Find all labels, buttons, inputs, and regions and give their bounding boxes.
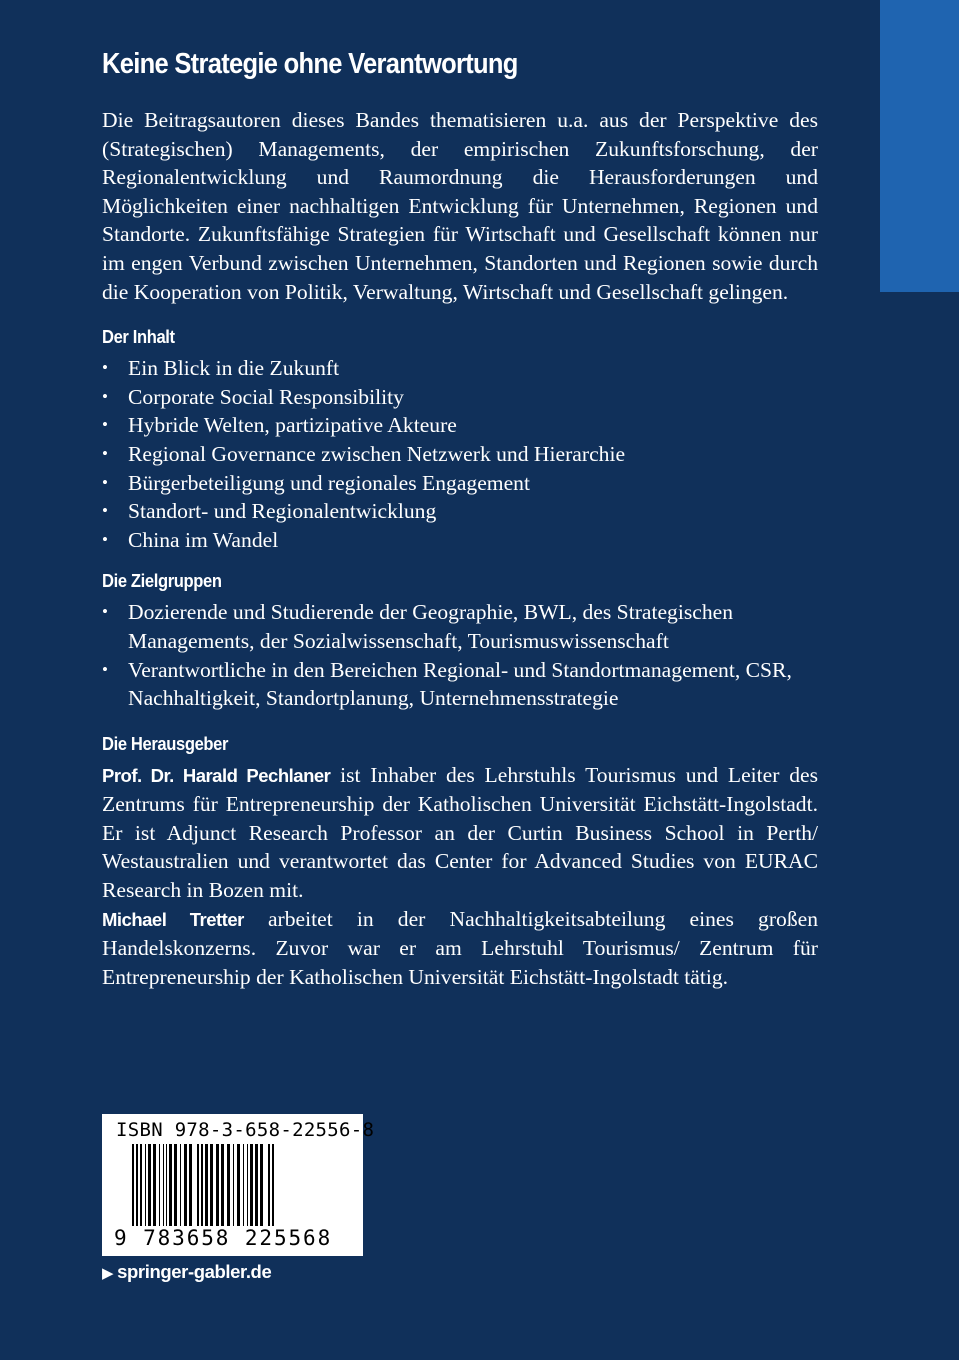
- play-arrow-icon: ▶: [102, 1265, 114, 1282]
- list-item: • Corporate Social Responsibility: [102, 383, 818, 412]
- barcode-bar: [268, 1144, 270, 1236]
- barcode-digits: 9 783658 225568: [114, 1226, 333, 1250]
- barcode-bar: [163, 1144, 164, 1226]
- barcode-bar: [145, 1144, 146, 1226]
- barcode-bar: [136, 1144, 138, 1236]
- barcode-bar: [184, 1144, 187, 1226]
- barcode-bar: [210, 1144, 213, 1226]
- editor-bio-pechlaner: [102, 761, 818, 905]
- list-item: • Standort- und Regionalentwicklung: [102, 497, 818, 526]
- barcode-bar: [166, 1144, 167, 1226]
- back-cover-content: [102, 44, 818, 991]
- zielgruppen-heading: Die Zielgruppen: [102, 571, 222, 592]
- barcode-bar: [148, 1144, 151, 1226]
- intro-paragraph: Die Beitragsautoren dieses Bandes thematisieren u.a. aus der Perspektive des (Strategischen) Managements, der empirischen Zukunftsforschung, der Regionalentwicklung und Raumordnung die Herausforderungen und Möglichkeiten einer nachhaltigen Entwicklung für Unternehmen, Regionen und Standorte. Zukunftsfähige Strategien für Wirtschaft und Gesellschaft können nur im engen Verbund zwischen Unternehmen, Standorten und Regionen sowie durch die Kooperation von Politik, Verwaltung, Wirtschaft und Gesellschaft gelingen.: [102, 108, 818, 304]
- barcode-bar: [201, 1144, 203, 1236]
- list-item: • Ein Blick in die Zukunft: [102, 354, 818, 383]
- editor-bio-text: arbeitet in der Nachhaltigkeitsabteilung eines großen Handelskonzerns. Zuvor war er am Lehrstuhl Tourismus/ Zentrum für Entrepreneurship der Katholischen Universität Eichstätt-Ingolstadt tätig.: [102, 906, 818, 989]
- list-item: • Bürgerbeteiligung und regionales Engagement: [102, 469, 818, 498]
- editor-bio-tretter: [102, 905, 818, 992]
- barcode-bar: [174, 1144, 177, 1226]
- cover-title: Keine Strategie ohne Verantwortung: [102, 48, 518, 80]
- isbn-label: ISBN 978-3-658-22556-8: [116, 1119, 375, 1141]
- bullet-icon: •: [102, 358, 108, 378]
- bullet-icon: •: [102, 472, 108, 492]
- barcode-bar: [197, 1144, 199, 1236]
- editor-name: Prof. Dr. Harald Pechlaner: [102, 764, 331, 786]
- bullet-icon: •: [102, 415, 108, 435]
- barcode-bar: [159, 1144, 160, 1226]
- barcode-bar: [140, 1144, 142, 1226]
- bullet-icon: •: [102, 443, 108, 463]
- accent-bar: [880, 0, 959, 292]
- zielgruppen-list: [102, 598, 818, 712]
- barcode-bar: [260, 1144, 263, 1226]
- bullet-icon: •: [102, 386, 108, 406]
- inhalt-heading: Der Inhalt: [102, 327, 175, 348]
- barcode-bar: [205, 1144, 208, 1226]
- publisher-link[interactable]: ▶ springer-gabler.de: [102, 1261, 272, 1282]
- editor-bio-text: ist Inhaber des Lehrstuhls Tourismus und Leiter des Zentrums für Entrepreneurship der Katholischen Universität Eichstätt-Ingolstadt. Er ist Adjunct Research Professor an der Curtin Business School in Perth/ Westaustralien und verantwortet das Center for Advanced Studies von EURAC Research in Bozen mit.: [102, 762, 818, 903]
- editor-name: Michael Tretter: [102, 908, 244, 930]
- barcode-bar: [227, 1144, 230, 1226]
- inhalt-list: [102, 354, 818, 554]
- list-item: • Dozierende und Studierende der Geographie, BWL, des Strategischen Managements, der Sozialwissenschaft, Tourismuswissenschaft: [102, 600, 734, 653]
- barcode-bar: [189, 1144, 192, 1226]
- barcode-bar: [250, 1144, 253, 1226]
- barcode-bar: [132, 1144, 134, 1236]
- list-item: • Hybride Welten, partizipative Akteure: [102, 411, 818, 440]
- barcode-bar: [247, 1144, 248, 1226]
- herausgeber-heading: Die Herausgeber: [102, 733, 229, 754]
- barcode-bar: [243, 1144, 244, 1226]
- bullet-icon: •: [102, 529, 108, 549]
- barcode-bar: [169, 1144, 172, 1226]
- barcode-bar: [180, 1144, 181, 1226]
- bullet-icon: •: [102, 659, 108, 679]
- barcode-bar: [233, 1144, 234, 1226]
- barcode-bar: [221, 1144, 224, 1226]
- bullet-icon: •: [102, 602, 108, 622]
- list-item: • Regional Governance zwischen Netzwerk und Hierarchie: [102, 440, 818, 469]
- isbn-barcode: [102, 1114, 375, 1256]
- barcode-bar: [216, 1144, 219, 1226]
- barcode-bar: [153, 1144, 156, 1226]
- list-item: • Verantwortliche in den Bereichen Regional- und Standortmanagement, CSR, Nachhaltigkeit, Standortplanung, Unternehmensstrategie: [102, 657, 792, 711]
- barcode-bar: [255, 1144, 258, 1226]
- barcode-bar: [237, 1144, 240, 1226]
- list-item: • China im Wandel: [102, 526, 818, 555]
- barcode-bar: [272, 1144, 274, 1236]
- bullet-icon: •: [102, 501, 108, 521]
